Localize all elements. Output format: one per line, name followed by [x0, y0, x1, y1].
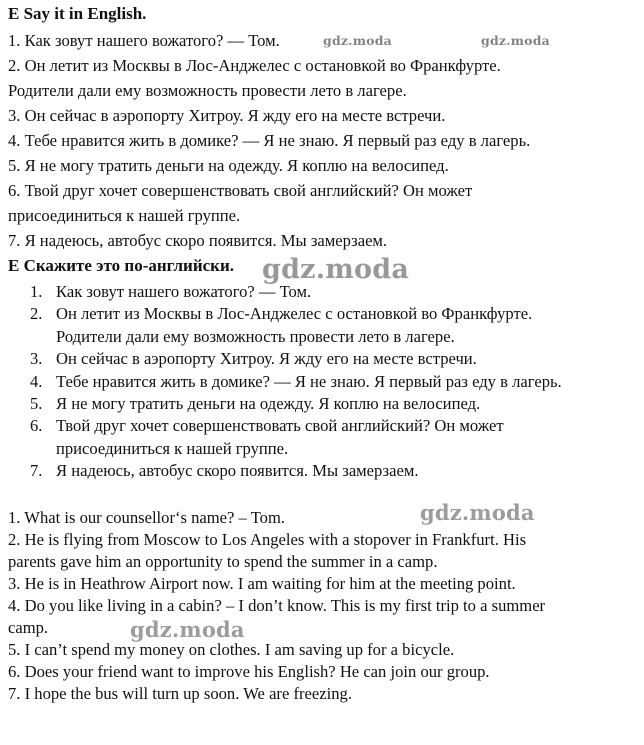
- section-en-line: 2. Он летит из Москвы в Лос-Анджелес с остановкой во Франкфурте.: [8, 56, 501, 75]
- section-en-line: присоединиться к нашей группе.: [8, 206, 241, 225]
- translation-line: 7. I hope the bus will turn up soon. We are freezing.: [8, 683, 352, 703]
- list-item-text: присоединиться к нашей группе.: [56, 438, 289, 458]
- watermark-logo: gdz.moda: [130, 617, 245, 642]
- list-item-text: Твой друг хочет совершенствовать свой английский? Он может: [56, 416, 504, 436]
- translation-line: parents gave him an opportunity to spend the summer in a camp.: [8, 551, 438, 571]
- section-en-line: 4. Тебе нравится жить в домике? — Я не знаю. Я первый раз еду в лагерь.: [8, 131, 531, 150]
- section-en-heading: E Say it in English.: [8, 4, 147, 23]
- translation-line: 1. What is our counsellor‘s name? – Tom.: [8, 507, 286, 527]
- list-item-text: Родители дали ему возможность провести лето в лагере.: [56, 326, 455, 346]
- list-item-text: Тебе нравится жить в домике? — Я не знаю. Я первый раз еду в лагерь.: [56, 371, 562, 391]
- list-item: [8, 303, 636, 348]
- list-item-number: 7.: [30, 461, 43, 481]
- section-en-line: 7. Я надеюсь, автобус скоро появится. Мы замерзаем.: [8, 231, 388, 250]
- list-item-number: 6.: [30, 416, 43, 436]
- section-en-line: Родители дали ему возможность провести лето в лагере.: [8, 81, 407, 100]
- translation-body: [8, 507, 636, 705]
- list-item: [8, 460, 636, 482]
- section-en-line: 3. Он сейчас в аэропорту Хитроу. Я жду его на месте встречи.: [8, 106, 446, 125]
- translation-line: 5. I can’t spend my money on clothes. I am saving up for a bicycle.: [8, 639, 455, 659]
- list-item-number: 1.: [30, 282, 43, 301]
- list-item-text: Я надеюсь, автобус скоро появится. Мы замерзаем.: [56, 461, 419, 481]
- section-en-line: 1. Как зовут нашего вожатого? — Том.: [8, 31, 280, 50]
- list-item-text: Он летит из Москвы в Лос-Анджелес с остановкой во Франкфурте.: [56, 304, 533, 324]
- translation-line: 2. He is flying from Moscow to Los Angeles with a stopover in Frankfurt. His: [8, 529, 527, 549]
- watermark-logo: gdz.moda: [323, 33, 392, 48]
- watermark-logo: gdz.moda: [420, 500, 535, 525]
- section-en-line: 5. Я не могу тратить деньги на одежду. Я коплю на велосипед.: [8, 156, 449, 175]
- list-item-number: 4.: [30, 371, 43, 391]
- translation-line: 3. He is in Heathrow Airport now. I am waiting for him at the meeting point.: [8, 573, 516, 593]
- translation-line: camp.: [8, 617, 49, 637]
- list-item-number: 5.: [30, 394, 43, 414]
- list-item-text: Он сейчас в аэропорту Хитроу. Я жду его на месте встречи.: [56, 349, 477, 369]
- list-item: [8, 371, 636, 393]
- watermark-logo: gdz.moda: [262, 254, 410, 285]
- section-ru-heading: E Скажите это по-английски.: [8, 256, 235, 275]
- list-item: [8, 348, 636, 370]
- watermark-logo: gdz.moda: [481, 33, 550, 48]
- list-item: [8, 415, 636, 460]
- list-item-text: Я не могу тратить деньги на одежду. Я коплю на велосипед.: [56, 394, 481, 414]
- translation-line: 6. Does your friend want to improve his English? He can join our group.: [8, 661, 490, 681]
- section-en-line: 6. Твой друг хочет совершенствовать свой английский? Он может: [8, 181, 473, 200]
- translation-line: 4. Do you like living in a cabin? – I don’t know. This is my first trip to a summer: [8, 595, 546, 615]
- section-en-body: [8, 28, 636, 253]
- list-item-number: 3.: [30, 349, 43, 369]
- list-item-text: Как зовут нашего вожатого? — Том.: [56, 282, 312, 301]
- list-item-number: 2.: [30, 304, 43, 324]
- list-item: [8, 393, 636, 415]
- section-ru-list: [8, 281, 636, 483]
